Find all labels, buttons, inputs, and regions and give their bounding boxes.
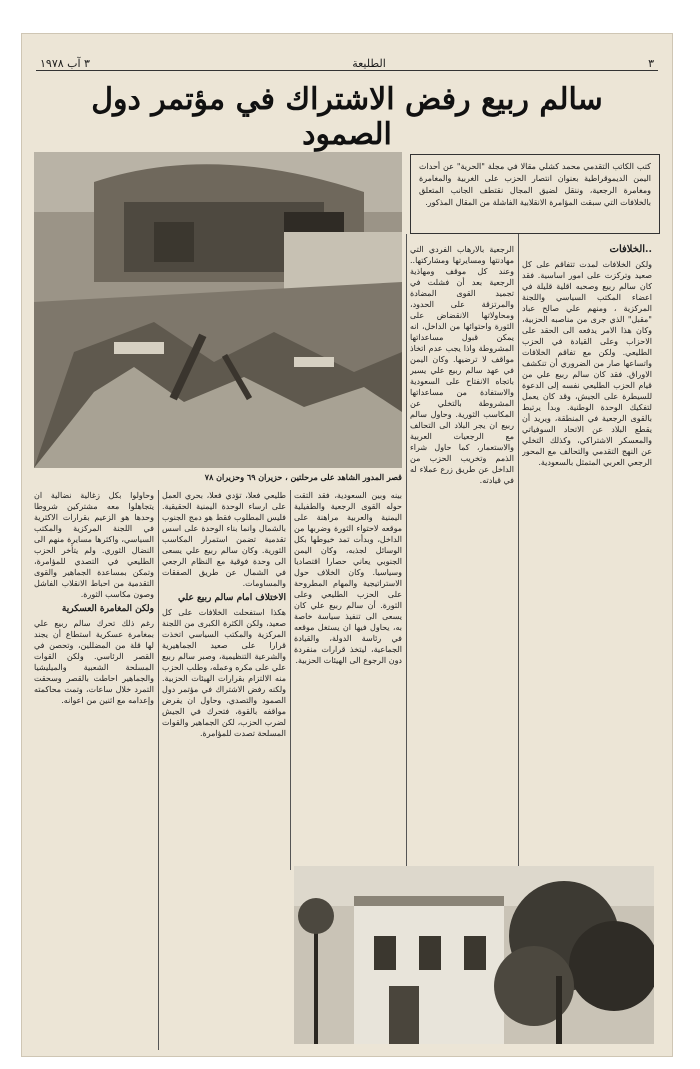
page-number: ٣ <box>648 57 654 70</box>
article-column-left <box>162 490 286 1060</box>
headline: سالم ربيع رفض الاشتراك في مؤتمر دول الصمود <box>91 82 603 152</box>
intro-box: كتب الكاتب التقدمي محمد كشلي مقالا في مجلة "الحرية" عن أحداث اليمن الديموقراطية بعنوان انتصار الحزب على الغربية والمغامرة ومغامرة الرجعية، وننقل لضيق المجال نقتطف الجانب المتعلق بالخلافات التي سبقت المؤامرة الانقلابية الفاشلة من المقال المذكور. <box>410 154 660 234</box>
column-divider <box>406 234 407 874</box>
article-column-right <box>522 244 652 874</box>
issue-date: ٣ آب ١٩٧٨ <box>40 57 90 70</box>
photo-building <box>294 866 654 1044</box>
section-heading-disputes: ..الخلافات <box>609 244 652 255</box>
subheading: ولكن المغامرة العسكرية <box>61 604 154 614</box>
subheading: الاختلاف امام سالم ربيع علي <box>177 593 286 603</box>
newspaper-page <box>22 34 672 1056</box>
newspaper-name: الطليعة <box>352 57 386 70</box>
ruins-photo-illustration <box>34 152 402 468</box>
article-text: طليعي فعلا، تؤدي فعلا، بحري العمل على ارساء الوحدة اليمنية الحقيقية. فليس المطلوب فقط هو دمج الجنوب بالشمال وانما بناء الوحدة على اسس تقدمية تضمن استمرار المكاسب الثورية. وكان سالم ربيع علي يسعى الى وحدة فوقية مع النظام الرجعي في الشمال عن طريق الصفقات والمساومات. <box>162 491 286 588</box>
photo-ruined-palace <box>34 152 402 468</box>
article-column-middle <box>410 244 514 874</box>
article-column-center-left <box>294 490 402 870</box>
photo-caption: قصر المدور الشاهد على مرحلتين ، حزيران ٦٩ وحزيران ٧٨ <box>204 472 402 482</box>
column-divider <box>290 490 291 870</box>
page-header <box>36 52 658 71</box>
article-text: ولكن الخلافات لمدت تتفاقم على كل صعيد وتركزت على امور اساسية. فقد كان سالم ربيع وصحبه اقلية قليلة في اعضاء المكتب السياسي واللجنة المركزية ، ومنهم علي صالح عباد "مقبل" الذي جرى من مناصبه الحزبية، وكان هذا الامر يدفعه الى الحقد على الاحزاب وعلى القيادة في الحزب الطليعي. ولكن مع تفاقم الخلافات واتساعها صار من الضروري أن تنكشف الاوراق. فقد كان سالم ربيع علي من قيام الحزب الطليعي نفسه إلى الدعوة للسيطرة على الجيش، وقد كان يعمل لتفكيك الوحدة الوطنية. وبدأ يرتبط بالقوى الرجعية في المنطقة، ويريد أن يقطع البلاد عن الاتحاد السوفياتي والمعسكر الاشتراكي، وكذلك التخلي عن النهج التقدمي والتحالف مع المحور الرجعي العربي المتمثل بالسعودية. <box>522 260 652 467</box>
article-column-far-left <box>34 490 154 1050</box>
column-divider <box>158 490 159 1050</box>
article-text: بينه وبين السعودية، فقد التقت حوله القوى الرجعية والطفيلية اليمنية والعربية مراهنة على موقعه لاحتواء الثورة وضربها من الداخل، وبدأت تمد خيوطها بكل الوسائل لجذبه، وكان اليمن الجنوبي يعاني حصارا اقتصاديا وسياسيا. وكان الخلاف حول الاستراتيجية والمهام المطروحة على الحزب الطليعي وعلى الثورة. أن سالم ربيع علي كان يسعى الى تنفيذ سياسة خاصة به، يحاول فيها ان يستغل موقعه في رئاسة الدولة، والقيادة الجماعية، ليتخذ قرارات منفردة دون الرجوع الى الهيئات الحزبية. <box>294 491 402 665</box>
article-text: وحاولوا بكل زغالية نضالية ان يتجاهلوا معه مشتركين شروطا وحدها هو الزعيم بقرارات الاكثرية في اللجنة المركزية والمكتب السياسي، واكثرها مسايرة منهم الى النضال الثوري. ولم يتأخر الحزب الطليعي في التصدي للمؤامرة، وتمكن بمساعدة الجماهير والقوى التقدمية من احباط الانقلاب الفاشل وصون مكاسب الثورة. <box>34 491 154 599</box>
building-photo-illustration <box>294 866 654 1044</box>
article-text: هكذا استفحلت الخلافات على كل صعيد، ولكن الكثرة الكبرى من اللجنة المركزية والمكتب السياسي اتخذت قرارا على صعيد الجماهيرية والشرعية التنظيمية، وصبر سالم ربيع علي على مكره وعمله، وطلب الحزب منه الالتزام بقرارات الهيئات الحزبية. ولكنه رفض الاشتراك في مؤتمر دول الصمود والتصدي، وحاول ان يفرض مواقفه بالقوة، فتحرك في الجيش لضرب الحزب، لكن الجماهير والقوات المسلحة تصدت للمؤامرة. <box>162 608 286 738</box>
column-divider <box>518 234 519 874</box>
article-text: الرجعية بالارهاب الفردي التي مهادنتها ومسايرتها ومشاركتها.. وعند كل موقف ومهاذية الرجعية بعد أن فشلت في تجميد القوى المضادة والمرتزقة على الحدود، ومحاولاتها الانقضاض على الثورة واحتوائها من الداخل، انه يمكن قبول مساعداتها المشروطة واذا يجب عدم اتخاذ مواقف لا ترضيها. وكان اليمن في عهد سالم ربيع علي يسير باتجاه الانفتاح على السعودية والاستفادة من مساعداتها المشروطة بالتخلي عن المكاسب الثورية. وحاول سالم ربيع ان يجر البلاد الى التحالف مع الرجعيات العربية والاستعمار، كما حاول شراء الذمم وتخريب الحزب من الداخل عن طريق زرع عملاء له في قيادته. <box>410 245 514 485</box>
article-text: رغم ذلك تحرك سالم ربيع علي بمغامرة عسكرية استطاع أن يجند لها قلة من المضللين، وتحصن في القصر الرئاسي. ولكن القوات المسلحة الشعبية والميليشيا والجماهير احاطت بالقصر وسحقت التمرد خلال ساعات، وتمت محاكمته وإعدامه مع اثنين من اعوانه. <box>34 619 154 705</box>
